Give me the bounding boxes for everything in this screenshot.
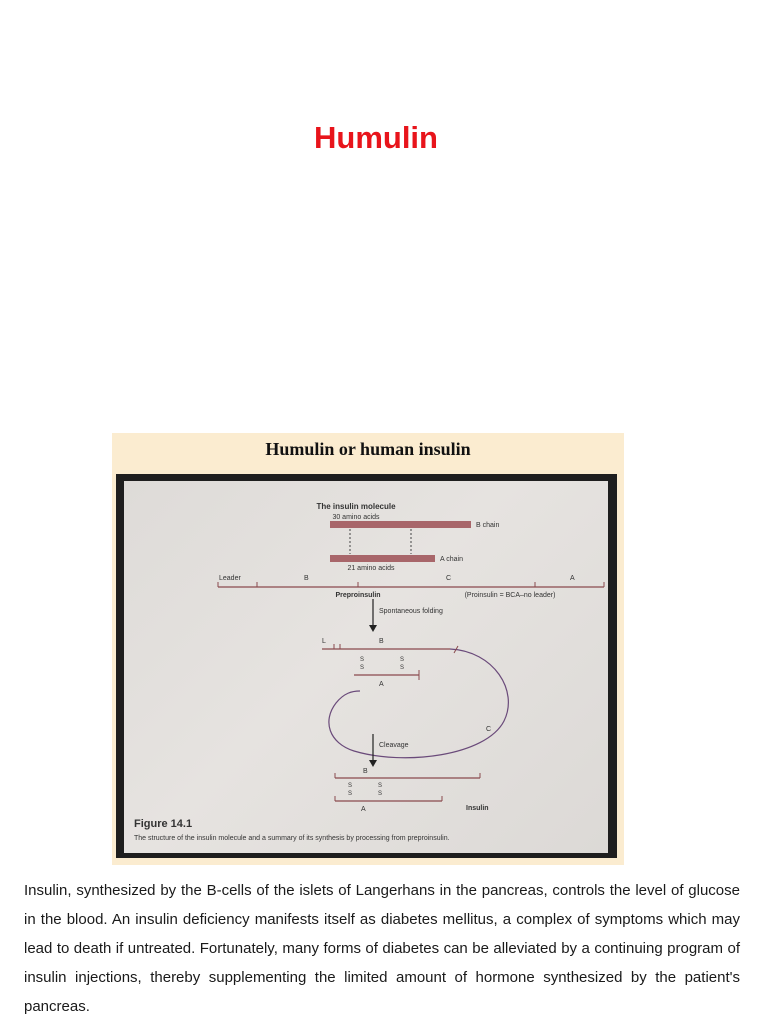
label-preproinsulin: Preproinsulin — [335, 592, 381, 599]
label-a-amino-acids: 21 amino acids — [347, 565, 395, 572]
label-cleavage: Cleavage — [379, 742, 409, 749]
a-chain-bar — [330, 555, 435, 562]
insulin-synthesis-diagram — [124, 481, 608, 853]
arrow-head — [369, 760, 377, 767]
figure-caption-number: Figure 14.1 — [134, 818, 193, 830]
label-ss: S — [360, 657, 365, 663]
figure-photo — [124, 481, 608, 853]
figure-heading: Humulin or human insulin — [265, 439, 471, 459]
label-b-final: B — [363, 768, 368, 775]
label-ss: S — [348, 791, 353, 797]
label-b: B — [304, 575, 309, 582]
label-a: A — [570, 575, 575, 582]
label-ss: S — [400, 657, 405, 663]
label-insulin-molecule: The insulin molecule — [316, 502, 396, 511]
label-a-final: A — [361, 806, 366, 813]
label-a-folded: A — [379, 681, 384, 688]
figure-caption-text: The structure of the insulin molecule and a summary of its synthesis by processing from preproinsulin. — [134, 835, 450, 842]
label-c: C — [446, 575, 452, 582]
label-b-amino-acids: 30 amino acids — [332, 514, 380, 521]
figure-photo-frame — [116, 474, 617, 858]
figure-panel — [112, 433, 624, 865]
c-peptide-loop — [329, 649, 508, 758]
label-ss: S — [360, 665, 365, 671]
arrow-head — [369, 625, 377, 632]
label-c-folded: C — [486, 726, 492, 733]
label-insulin: Insulin — [466, 805, 489, 812]
label-proinsulin-note: (Proinsulin = BCA–no leader) — [464, 592, 556, 599]
label-l: L — [322, 638, 326, 645]
b-chain-bar — [330, 521, 471, 528]
label-a-chain: A chain — [440, 556, 463, 563]
label-b-folded: B — [379, 638, 384, 645]
label-ss: S — [348, 783, 353, 789]
body-paragraph: Insulin, synthesized by the B-cells of the islets of Langerhans in the pancreas, controls the level of glucose in the blood. An insulin deficiency manifests itself as diabetes mellitus, a complex of symptoms which may lead to death if untreated. Fortunately, many forms of diabetes can be alleviated by a continuing program of insulin injections, thereby supplementing the limited amount of hormone synthesized by the patient's pancreas. — [24, 882, 740, 1015]
label-spontaneous-folding: Spontaneous folding — [379, 608, 443, 615]
label-ss: S — [378, 791, 383, 797]
label-b-chain: B chain — [476, 522, 500, 529]
label-ss: S — [400, 665, 405, 671]
page-title: Humulin — [314, 120, 438, 155]
label-leader: Leader — [219, 575, 241, 582]
label-ss: S — [378, 783, 383, 789]
